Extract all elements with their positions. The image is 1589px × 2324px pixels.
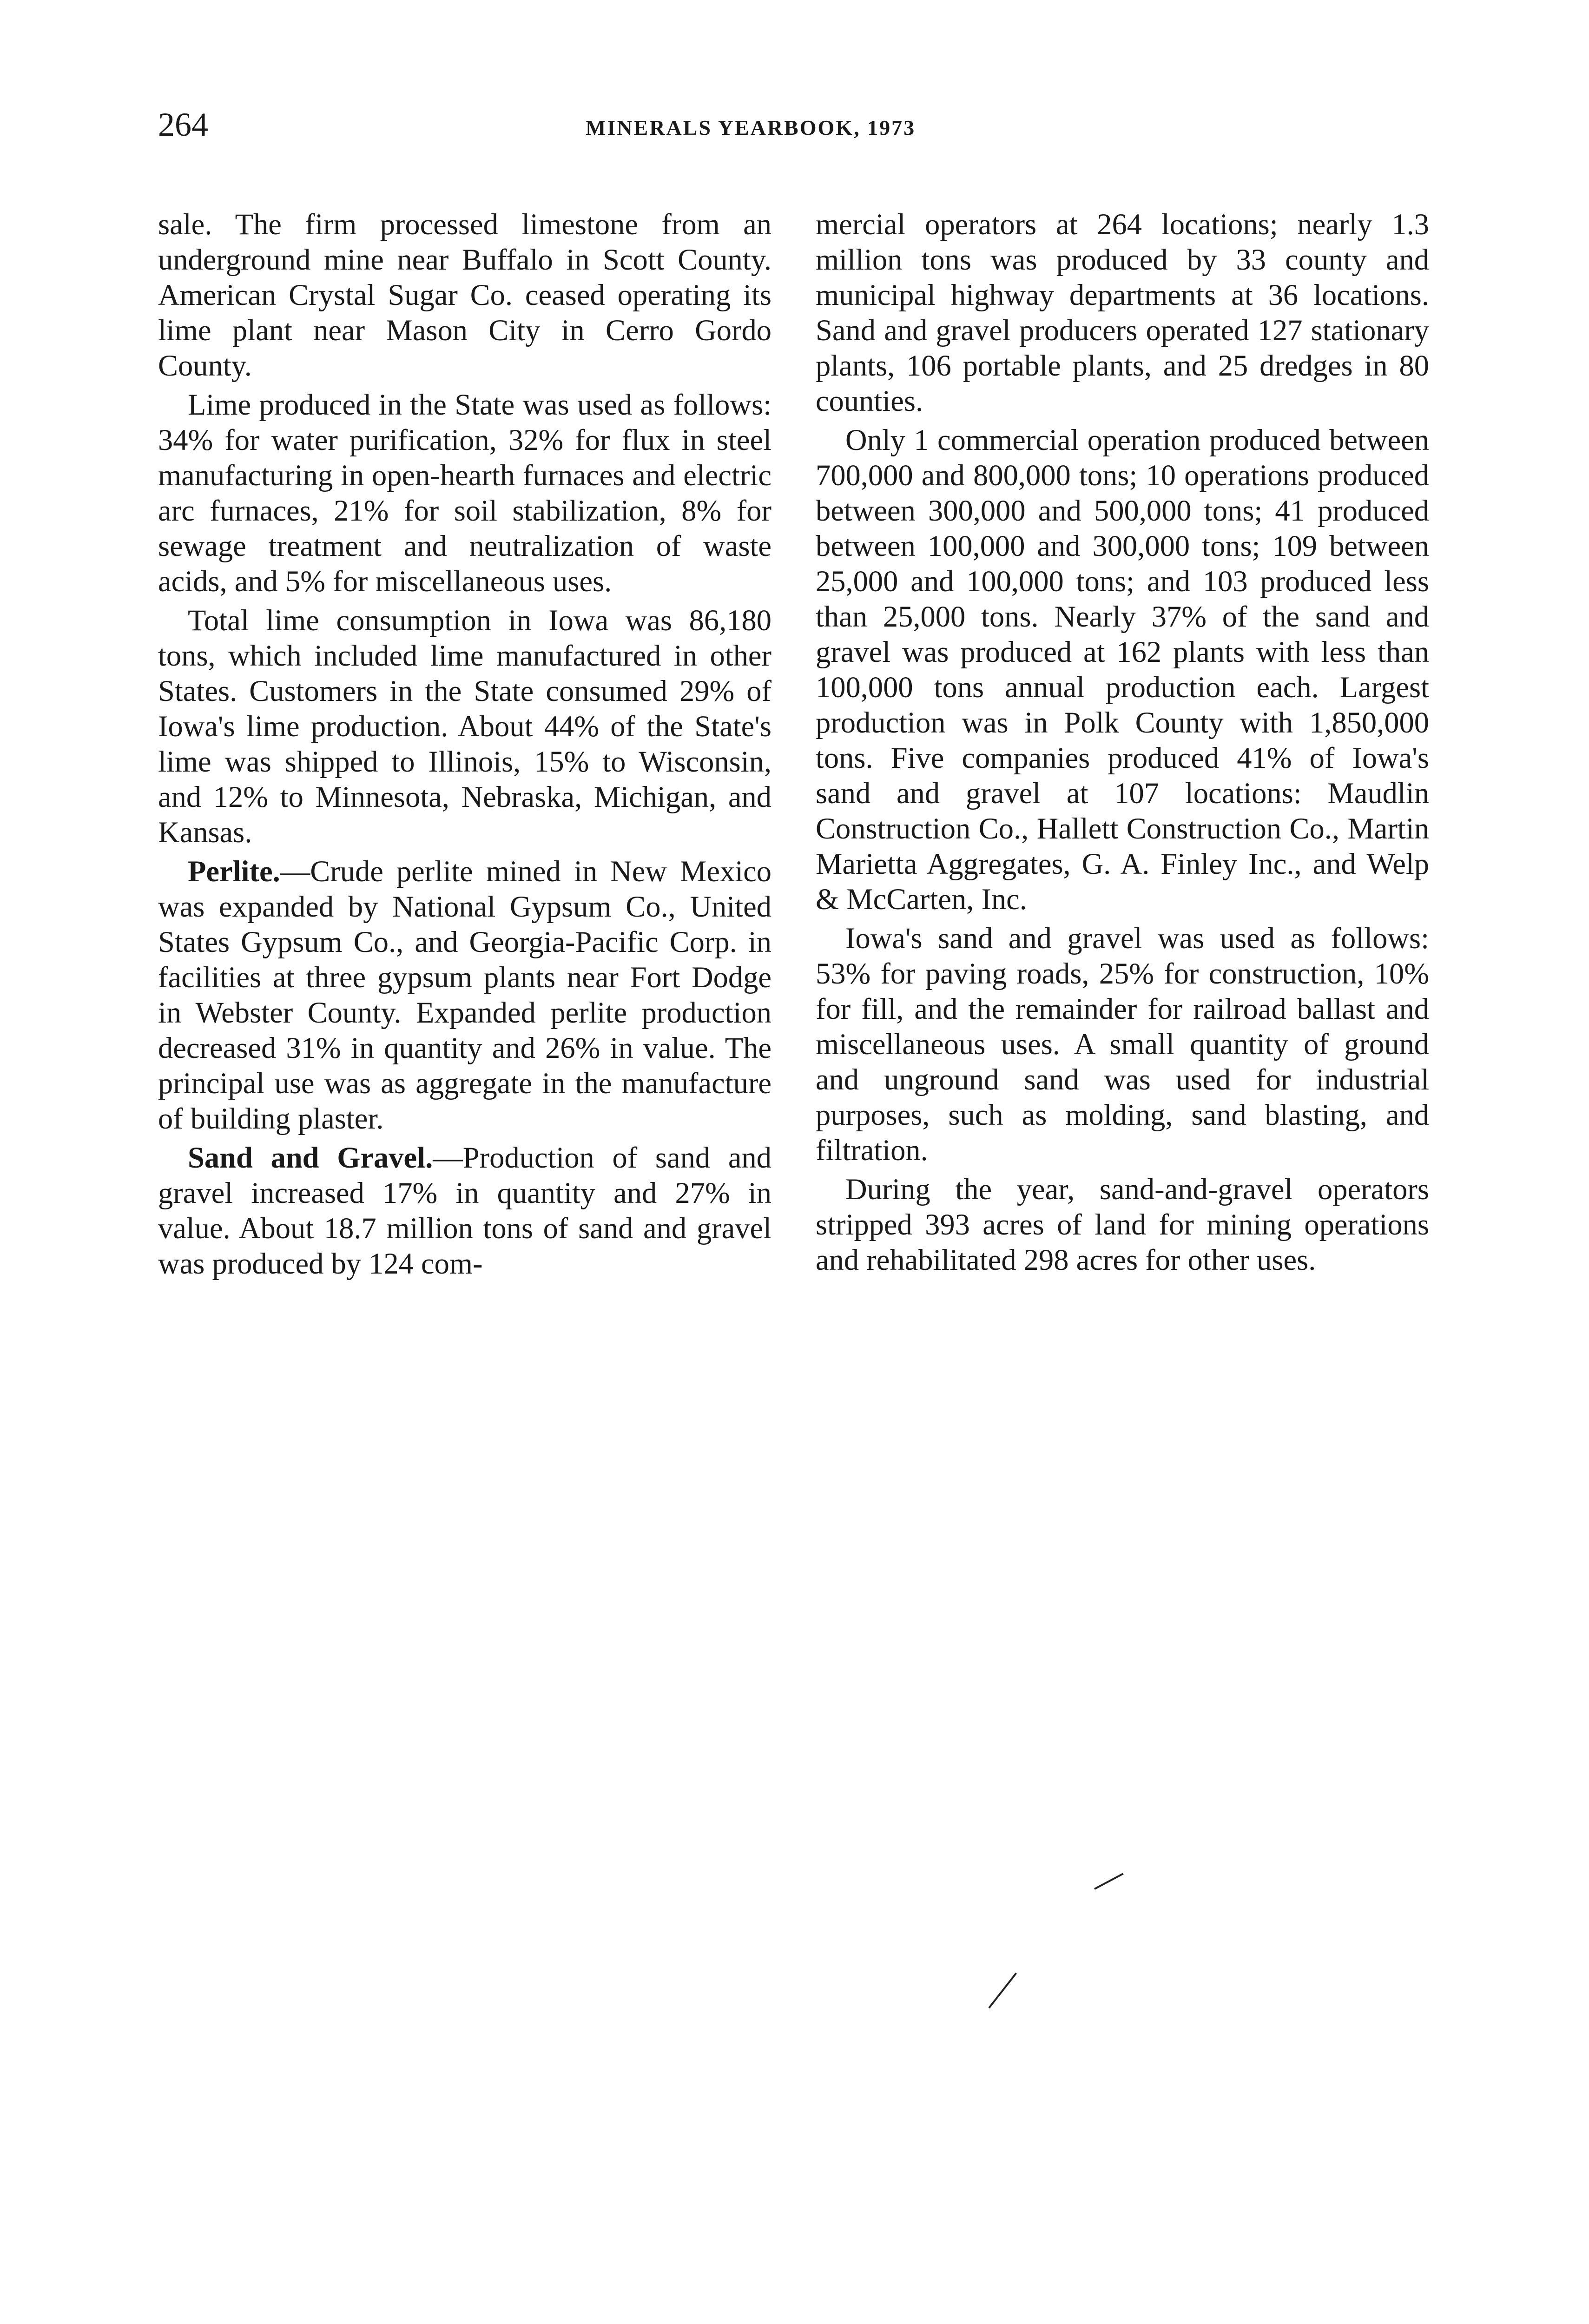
paragraph-lime-uses: Lime produced in the State was used as follows: 34% for water purification, 32% for flux in steel manufacturing in open-hearth furnaces and electric arc furnaces, 21% for soil stabilization, 8% for sewage treatment and neutralization of waste acids, and 5% for miscellaneous uses. [158, 388, 771, 598]
paragraph-sand-gravel [158, 1140, 771, 1281]
stray-pen-mark-upper [1094, 1873, 1124, 1889]
paragraph-operators-continuation: mercial operators at 264 locations; nearly 1.3 million tons was produced by 33 county and municipal highway departments at 36 locations. Sand and gravel producers operated 127 stationary plants, 106 portable plants, and 25 dredges in 80 counties. [816, 208, 1429, 417]
sand-gravel-text: —Production of sand and gravel increased 17% in quantity and 27% in value. About 18.7 million tons of sand and gravel was produced by 124 com- [158, 1141, 771, 1280]
paragraph-perlite [158, 854, 771, 1136]
left-column [158, 207, 771, 1281]
paragraph-lime-consumption: Total lime consumption in Iowa was 86,180 tons, which included lime manufactured in other States. Customers in the State consumed 29% of Iowa's lime production. About 44% of the State's lime was shipped to Illinois, 15% to Wisconsin, and 12% to Minnesota, Nebraska, Michigan, and Kansas. [158, 604, 771, 849]
stray-pen-mark-lower [988, 1973, 1017, 2008]
paragraph-limestone-continuation: sale. The firm processed limestone from an underground mine near Buffalo in Scott County. American Crystal Sugar Co. ceased operating its lime plant near Mason City in Cerro Gordo County. [158, 208, 771, 382]
perlite-heading: Perlite. [188, 855, 280, 888]
right-column [816, 207, 1429, 1278]
paragraph-land-reclamation: During the year, sand-and-gravel operators stripped 393 acres of land for mining operations and rehabilitated 298 acres for other uses. [816, 1173, 1429, 1276]
running-title: MINERALS YEARBOOK, 1973 [586, 116, 916, 139]
paragraph-sand-gravel-uses: Iowa's sand and gravel was used as follows: 53% for paving roads, 25% for construction, 10% for fill, and the remainder for railroad ballast and miscellaneous uses. A small quantity of ground and unground sand was used for industrial purposes, such as molding, sand blasting, and filtration. [816, 922, 1429, 1167]
perlite-text: —Crude perlite mined in New Mexico was expanded by National Gypsum Co., United States Gypsum Co., and Georgia-Pacific Corp. in facilities at three gypsum plants near Fort Dodge in Webster County. Expanded perlite production decreased 31% in quantity and 26% in value. The principal use was as aggregate in the manufacture of building plaster. [158, 855, 771, 1135]
page-number: 264 [158, 106, 208, 143]
paragraph-production-sizes: Only 1 commercial operation produced between 700,000 and 800,000 tons; 10 operations produced between 300,000 and 500,000 tons; 41 produced between 100,000 and 300,000 tons; 109 between 25,000 and 100,000 tons; and 103 produced less than 25,000 tons. Nearly 37% of the sand and gravel was produced at 162 plants with less than 100,000 tons annual production each. Largest production was in Polk County with 1,850,000 tons. Five companies produced 41% of Iowa's sand and gravel at 107 locations: Maudlin Construction Co., Hallett Construction Co., Martin Marietta Aggregates, G. A. Finley Inc., and Welp & McCarten, Inc. [816, 423, 1429, 916]
sand-gravel-heading: Sand and Gravel. [188, 1141, 433, 1174]
